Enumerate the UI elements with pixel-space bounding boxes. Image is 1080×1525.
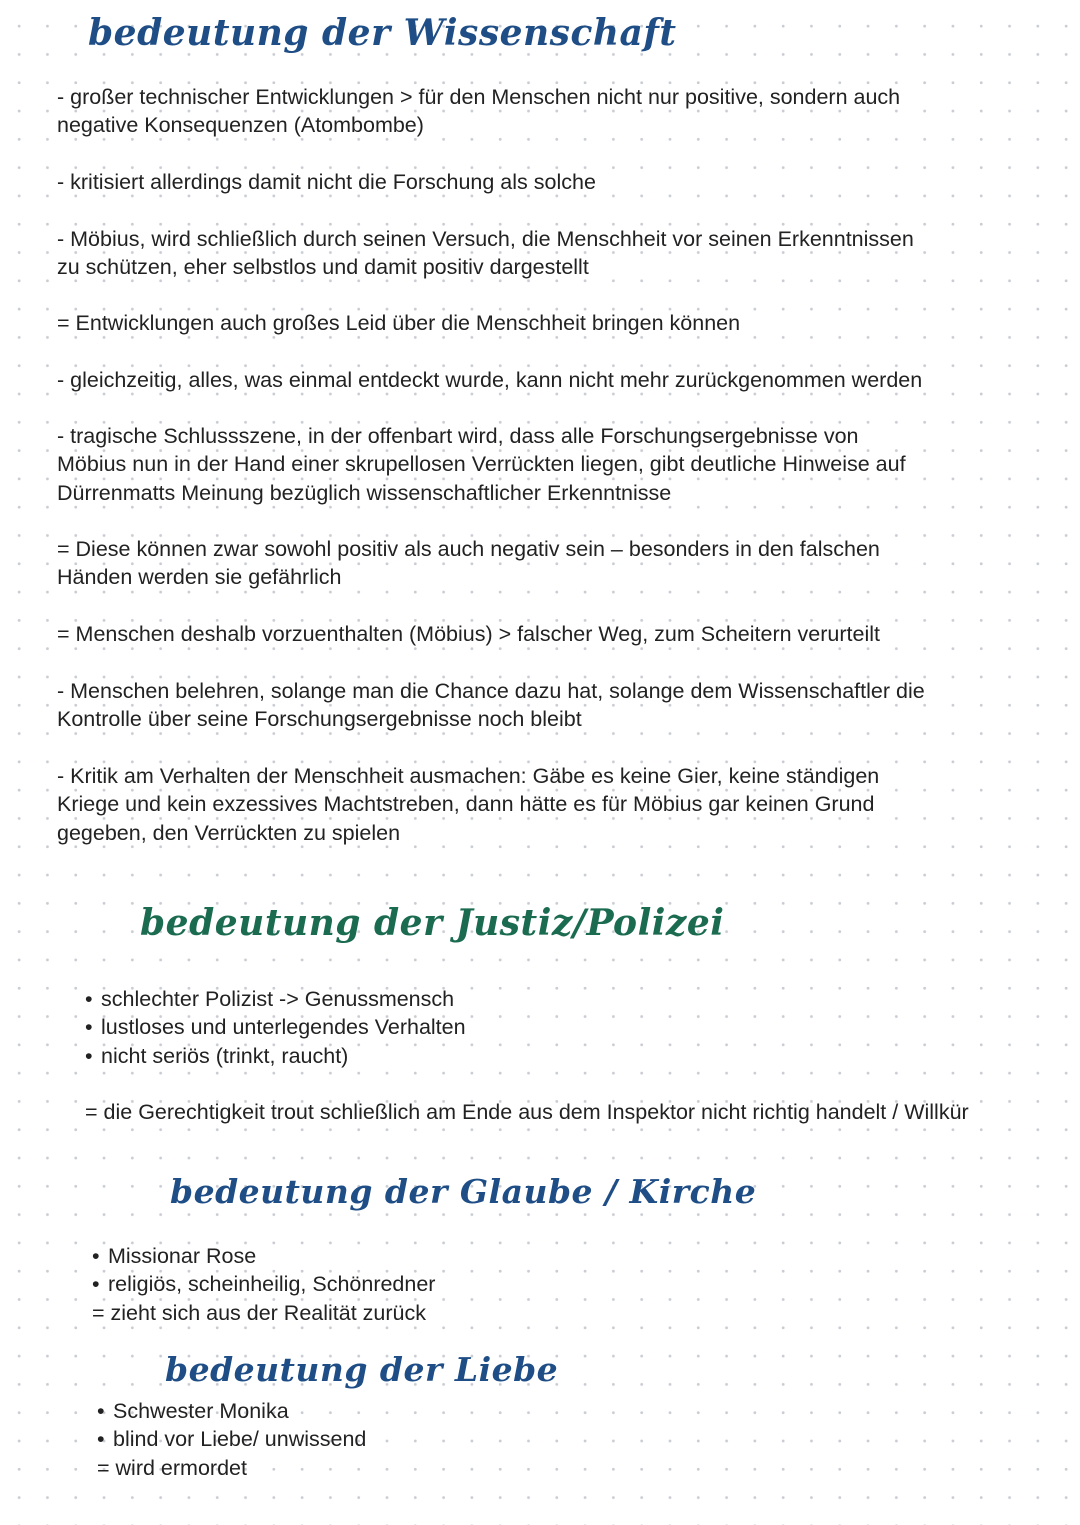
- list-liebe: [97, 1397, 366, 1454]
- heading-glaube-kirche: bedeutung der Glaube / Kirche: [170, 1172, 757, 1211]
- list-item: • religiös, scheinheilig, Schönredner: [92, 1270, 435, 1298]
- list-justiz: [85, 985, 466, 1070]
- paragraph-wissenschaft-3: - Möbius, wird schließlich durch seinen Versuch, die Menschheit vor seinen Erkenntnissen zu schützen, eher selbstlos und damit positiv dargestellt: [57, 227, 914, 280]
- list-item: • nicht seriös (trinkt, raucht): [85, 1042, 466, 1070]
- paragraph-wissenschaft-2: - kritisiert allerdings damit nicht die Forschung als solche: [57, 170, 596, 194]
- list-item: • Missionar Rose: [92, 1242, 435, 1270]
- paragraph-wissenschaft-6: - tragische Schlussszene, in der offenbart wird, dass alle Forschungsergebnisse von Möbius nun in der Hand einer skrupellosen Verrückten liegen, gibt deutliche Hinweise auf Dürrenmatts Meinung bezüglich wissenschaftlicher Erkenntnisse: [57, 424, 906, 505]
- paragraph-wissenschaft-7: = Diese können zwar sowohl positiv als auch negativ sein – besonders in den falschen Händen werden sie gefährlich: [57, 537, 880, 590]
- list-item: • Schwester Monika: [97, 1397, 366, 1425]
- paragraph-wissenschaft-4: = Entwicklungen auch großes Leid über die Menschheit bringen können: [57, 311, 741, 335]
- list-item: • blind vor Liebe/ unwissend: [97, 1425, 366, 1453]
- conclusion-glaube: = zieht sich aus der Realität zurück: [92, 1301, 427, 1325]
- heading-justiz-polizei: bedeutung der Justiz/Polizei: [140, 902, 725, 944]
- list-glaube: [92, 1242, 435, 1299]
- paragraph-wissenschaft-9: - Menschen belehren, solange man die Chance dazu hat, solange dem Wissenschaftler die Kontrolle über seine Forschungsergebnisse noch bleibt: [57, 679, 925, 732]
- paragraph-wissenschaft-10: - Kritik am Verhalten der Menschheit ausmachen: Gäbe es keine Gier, keine ständigen Kriege und kein exzessives Machtstreben, dann hätte es für Möbius gar keinen Grund gegeben, den Verrückten zu spielen: [57, 764, 880, 845]
- heading-wissenschaft: bedeutung der Wissenschaft: [88, 12, 677, 54]
- paragraph-wissenschaft-8: = Menschen deshalb vorzuenthalten (Möbius) > falscher Weg, zum Scheitern verurteilt: [57, 622, 880, 646]
- heading-liebe: bedeutung der Liebe: [165, 1350, 559, 1389]
- paragraph-wissenschaft-5: - gleichzeitig, alles, was einmal entdeckt wurde, kann nicht mehr zurückgenommen werden: [57, 368, 923, 392]
- conclusion-liebe: = wird ermordet: [97, 1456, 247, 1480]
- conclusion-justiz: = die Gerechtigkeit trout schließlich am Ende aus dem Inspektor nicht richtig handelt / Willkür: [85, 1100, 969, 1124]
- paragraph-wissenschaft-1: - großer technischer Entwicklungen > für den Menschen nicht nur positive, sondern auch negative Konsequenzen (Atombombe): [57, 85, 901, 138]
- list-item: • lustloses und unterlegendes Verhalten: [85, 1013, 466, 1041]
- list-item: • schlechter Polizist -> Genussmensch: [85, 985, 466, 1013]
